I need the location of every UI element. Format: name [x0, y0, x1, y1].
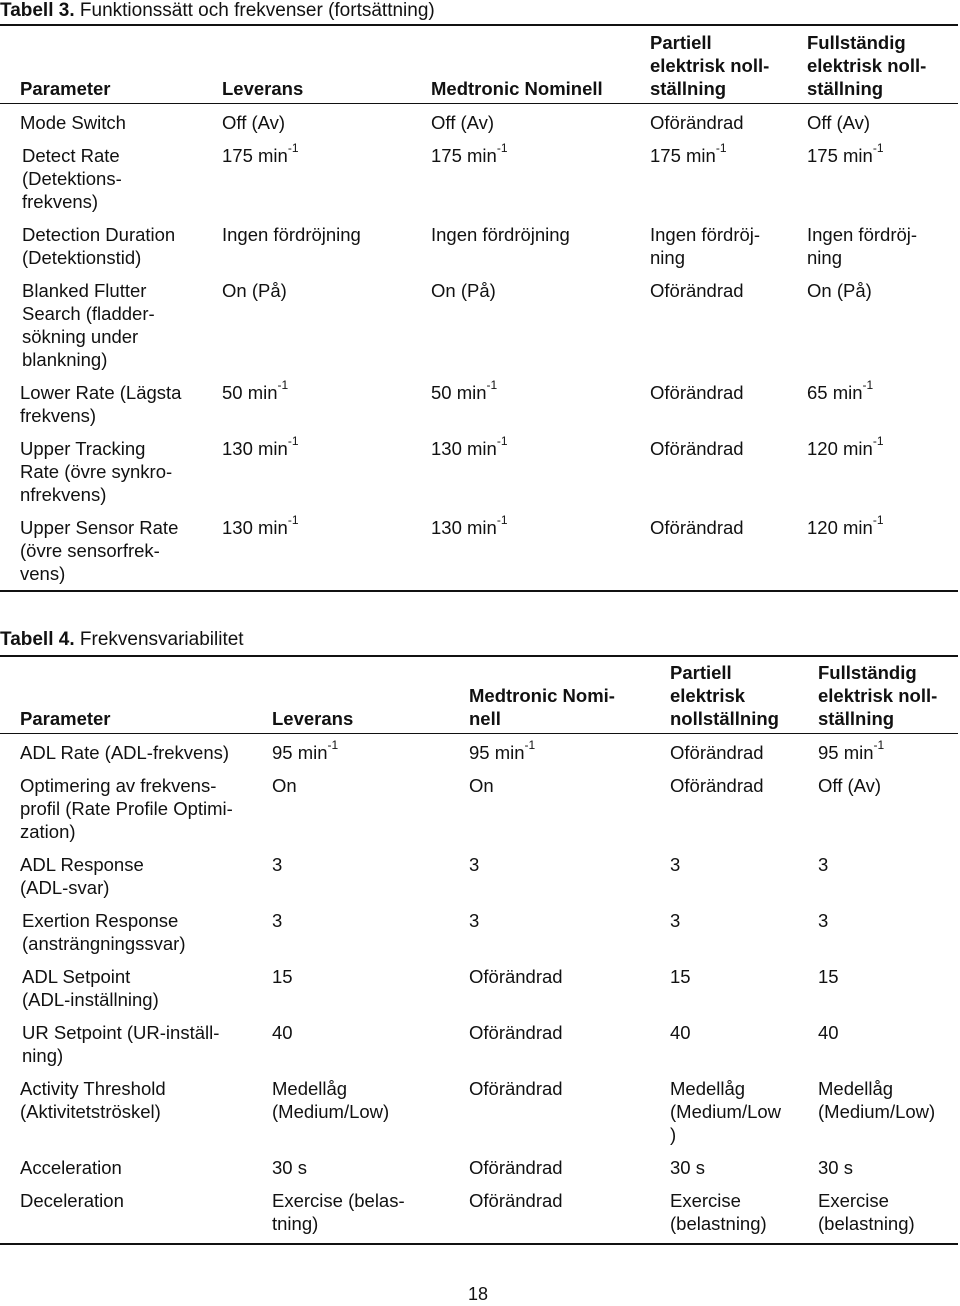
- table4-caption: [0, 628, 244, 651]
- table3-cell: [807, 513, 884, 539]
- table4-header-parameter: Parameter: [20, 708, 111, 729]
- table4-top-rule: [0, 655, 958, 657]
- unit-superscript: -1: [277, 378, 289, 392]
- table4-cell: On: [469, 775, 494, 796]
- page-number: 18: [468, 1284, 489, 1304]
- unit-value: 130 min: [222, 438, 288, 459]
- table3-cell: On (På): [222, 280, 287, 301]
- unit-superscript: -1: [872, 434, 884, 448]
- unit-value: 95 min: [469, 742, 525, 763]
- table3-cell: Upper Sensor Rate (övre sensorfrek- vens): [20, 517, 179, 584]
- table3-header-fullstandig: Fullständig elektrisk noll- ställning: [807, 32, 927, 99]
- unit-superscript: -1: [496, 513, 508, 527]
- table4-caption-label: Tabell 4.: [0, 629, 75, 650]
- table4-cell: Oförändrad: [469, 966, 563, 987]
- unit-value: 50 min: [222, 382, 278, 403]
- table4-cell: 3: [272, 854, 283, 875]
- table3-cell: [222, 513, 299, 539]
- unit-value: 175 min: [807, 145, 873, 166]
- table3-cell: Blanked Flutter Search (fladder- sökning under blankning): [22, 280, 155, 370]
- table4-cell: 15: [818, 966, 839, 987]
- table4-cell: Medellåg (Medium/Low): [272, 1078, 390, 1122]
- table3-cell: Upper Tracking Rate (övre synkro- nfrekvens): [20, 438, 173, 505]
- table3-cell: Mode Switch: [20, 112, 126, 133]
- table4-cell: Deceleration: [20, 1190, 124, 1211]
- unit-value: 120 min: [807, 438, 873, 459]
- unit-value: 95 min: [818, 742, 874, 763]
- table4-cell: 30 s: [272, 1157, 307, 1178]
- table3-cell: [807, 434, 884, 460]
- table4-cell: Acceleration: [20, 1157, 122, 1178]
- table3-caption-label: Tabell 3.: [0, 0, 75, 21]
- unit-superscript: -1: [872, 141, 884, 155]
- unit-value: 65 min: [807, 382, 863, 403]
- unit-value: 130 min: [222, 517, 288, 538]
- unit-superscript: -1: [327, 738, 339, 752]
- table3-cell: [222, 141, 299, 167]
- unit-value: 95 min: [272, 742, 328, 763]
- table4-cell: 40: [670, 1022, 691, 1043]
- table4-cell: Medellåg (Medium/Low ): [670, 1078, 782, 1145]
- table4-cell: Oförändrad: [670, 775, 764, 796]
- table4-cell: Off (Av): [818, 775, 882, 796]
- table4-cell: Activity Threshold (Aktivitetströskel): [20, 1078, 166, 1122]
- table3-cell: Ingen fördröjning: [431, 224, 570, 245]
- table4-cell: 3: [469, 910, 480, 931]
- table4-cell: ADL Response (ADL-svar): [20, 854, 144, 898]
- table3-bottom-rule: [0, 590, 958, 592]
- table3-header-leverans: Leverans: [222, 78, 304, 99]
- table3-cell: [807, 378, 874, 404]
- unit-value: 130 min: [431, 438, 497, 459]
- table3-cell: Off (Av): [222, 112, 286, 133]
- table3-header-rule: [0, 103, 958, 104]
- table3-cell: Lower Rate (Lägsta frekvens): [20, 382, 182, 426]
- table4-cell: Oförändrad: [469, 1078, 563, 1099]
- table3-cell: [807, 141, 884, 167]
- table4-header-leverans: Leverans: [272, 708, 354, 729]
- table3-cell: Detection Duration (Detektionstid): [22, 224, 176, 268]
- table4-cell: UR Setpoint (UR-inställ- ning): [22, 1022, 220, 1066]
- table4-header-fullstandig: Fullständig elektrisk noll- ställning: [818, 662, 938, 729]
- table3-header-nominell: Medtronic Nominell: [431, 78, 603, 99]
- unit-superscript: -1: [287, 513, 299, 527]
- table3-cell: Oförändrad: [650, 280, 744, 301]
- table3-cell: On (På): [431, 280, 496, 301]
- table4-cell: Oförändrad: [469, 1022, 563, 1043]
- table4-cell: Optimering av frekvens- profil (Rate Profile Optimi- zation): [20, 775, 233, 842]
- unit-value: 175 min: [222, 145, 288, 166]
- table3-cell: [431, 141, 508, 167]
- unit-value: 175 min: [650, 145, 716, 166]
- table4-cell: [818, 738, 885, 764]
- table4-cell: On: [272, 775, 297, 796]
- table4-cell: [469, 738, 536, 764]
- unit-value: 175 min: [431, 145, 497, 166]
- table4-cell: 3: [670, 910, 681, 931]
- table3-cell: Detect Rate (Detektions- frekvens): [22, 145, 122, 212]
- table4-cell: 30 s: [670, 1157, 705, 1178]
- table3-cell: [431, 434, 508, 460]
- table3-cell: Off (Av): [431, 112, 495, 133]
- unit-superscript: -1: [287, 434, 299, 448]
- table4-cell: [272, 738, 339, 764]
- unit-superscript: -1: [873, 738, 885, 752]
- table4-cell: 30 s: [818, 1157, 853, 1178]
- table4-cell: 3: [670, 854, 681, 875]
- table4-header-nominell: Medtronic Nomi- nell: [469, 685, 615, 729]
- table4-cell: 3: [818, 854, 829, 875]
- table4-bottom-rule: [0, 1243, 958, 1245]
- table4-cell: Oförändrad: [670, 742, 764, 763]
- unit-superscript: -1: [496, 141, 508, 155]
- unit-superscript: -1: [715, 141, 727, 155]
- table4-cell: 3: [818, 910, 829, 931]
- table4-cell: 40: [272, 1022, 293, 1043]
- unit-superscript: -1: [862, 378, 874, 392]
- table4-cell: 3: [469, 854, 480, 875]
- table3-cell: Oförändrad: [650, 112, 744, 133]
- table3-cell: [431, 378, 498, 404]
- table4-cell: Oförändrad: [469, 1190, 563, 1211]
- unit-superscript: -1: [872, 513, 884, 527]
- table4-cell: Exercise (belas- tning): [272, 1190, 405, 1234]
- table3-top-rule: [0, 24, 958, 26]
- table3-cell: Ingen fördröjning: [222, 224, 361, 245]
- table3-cell: On (På): [807, 280, 872, 301]
- table4-cell: Medellåg (Medium/Low): [818, 1078, 936, 1122]
- table4-header-partiell: Partiell elektrisk nollställning: [670, 662, 779, 729]
- table4-cell: 15: [272, 966, 293, 987]
- table4-cell: Oförändrad: [469, 1157, 563, 1178]
- table3-cell: Oförändrad: [650, 438, 744, 459]
- table3-cell: Ingen fördröj- ning: [650, 224, 761, 268]
- table3-cell: [222, 378, 289, 404]
- table3-cell: [222, 434, 299, 460]
- table3-cell: Oförändrad: [650, 517, 744, 538]
- unit-superscript: -1: [486, 378, 498, 392]
- table3-caption-text: Funktionssätt och frekvenser (fortsättning): [74, 0, 435, 21]
- unit-value: 120 min: [807, 517, 873, 538]
- table4-cell: 15: [670, 966, 691, 987]
- unit-superscript: -1: [524, 738, 536, 752]
- table3-cell: Oförändrad: [650, 382, 744, 403]
- table4-header-rule: [0, 733, 958, 734]
- table3-header-parameter: Parameter: [20, 78, 111, 99]
- unit-superscript: -1: [496, 434, 508, 448]
- table3-cell: [431, 513, 508, 539]
- table4-cell: Exertion Response (ansträngningssvar): [22, 910, 186, 954]
- table4-caption-text: Frekvensvariabilitet: [74, 629, 244, 650]
- table3-cell: Off (Av): [807, 112, 871, 133]
- unit-value: 50 min: [431, 382, 487, 403]
- unit-superscript: -1: [287, 141, 299, 155]
- table3-cell: [650, 141, 727, 167]
- table3-cell: Ingen fördröj- ning: [807, 224, 918, 268]
- table3-header-partiell: Partiell elektrisk noll- ställning: [650, 32, 770, 99]
- table4-cell: ADL Setpoint (ADL-inställning): [22, 966, 159, 1010]
- table3-caption: [0, 0, 435, 22]
- table4-cell: Exercise (belastning): [670, 1190, 767, 1234]
- table4-cell: ADL Rate (ADL-frekvens): [20, 742, 230, 763]
- table4-cell: 40: [818, 1022, 839, 1043]
- table4-cell: Exercise (belastning): [818, 1190, 915, 1234]
- table4-cell: 3: [272, 910, 283, 931]
- unit-value: 130 min: [431, 517, 497, 538]
